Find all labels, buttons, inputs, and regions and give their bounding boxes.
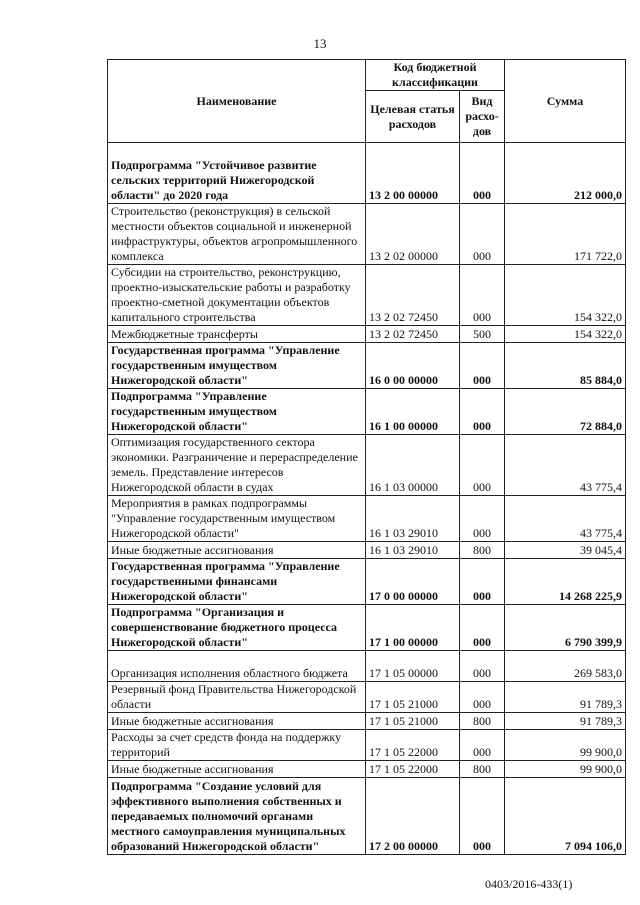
row-expense-type: 000 bbox=[460, 343, 505, 389]
row-sum: 154 322,0 bbox=[505, 326, 626, 343]
row-expense-type: 000 bbox=[460, 682, 505, 713]
table-row bbox=[108, 326, 626, 343]
table-row bbox=[108, 143, 626, 204]
row-expense-type: 000 bbox=[460, 389, 505, 435]
page-number: 13 bbox=[313, 36, 327, 51]
row-name: Подпрограмма "Организация и совершенствование бюджетного процесса Нижегородской области" bbox=[108, 605, 366, 651]
row-sum: 43 775,4 bbox=[505, 496, 626, 542]
row-target-article: 17 1 05 21000 bbox=[366, 713, 460, 730]
row-sum: 39 045,4 bbox=[505, 542, 626, 559]
table-row bbox=[108, 730, 626, 761]
row-target-article: 13 2 02 72450 bbox=[366, 265, 460, 326]
row-target-article: 17 1 05 21000 bbox=[366, 682, 460, 713]
row-name: Расходы за счет средств фонда на поддержку территорий bbox=[108, 730, 366, 761]
row-target-article: 16 1 03 00000 bbox=[366, 435, 460, 496]
row-expense-type: 000 bbox=[460, 435, 505, 496]
row-target-article: 13 2 02 72450 bbox=[366, 326, 460, 343]
row-target-article: 13 2 00 00000 bbox=[366, 143, 460, 204]
row-target-article: 17 1 05 22000 bbox=[366, 761, 460, 778]
row-expense-type: 000 bbox=[460, 605, 505, 651]
table-header bbox=[108, 60, 626, 143]
table-row bbox=[108, 389, 626, 435]
row-name: Мероприятия в рамках подпрограммы "Управление государственным имуществом Нижегородской области" bbox=[108, 496, 366, 542]
row-name: Иные бюджетные ассигнования bbox=[108, 761, 366, 778]
table-row bbox=[108, 651, 626, 682]
row-expense-type: 800 bbox=[460, 542, 505, 559]
row-sum: 85 884,0 bbox=[505, 343, 626, 389]
row-expense-type: 800 bbox=[460, 761, 505, 778]
header-sum: Сумма bbox=[505, 60, 626, 143]
table-row bbox=[108, 559, 626, 605]
row-sum: 99 900,0 bbox=[505, 761, 626, 778]
row-expense-type: 000 bbox=[460, 778, 505, 855]
row-sum: 269 583,0 bbox=[505, 651, 626, 682]
row-target-article: 17 0 00 00000 bbox=[366, 559, 460, 605]
row-name: Подпрограмма "Создание условий для эффективного выполнения собственных и передаваемых полномочий органами местного самоуправления муниципальных образований Нижегородской области" bbox=[108, 778, 366, 855]
row-target-article: 17 1 00 00000 bbox=[366, 605, 460, 651]
table-row bbox=[108, 265, 626, 326]
table-row bbox=[108, 343, 626, 389]
table-row bbox=[108, 778, 626, 855]
row-name: Подпрограмма "Управление государственным имуществом Нижегородской области" bbox=[108, 389, 366, 435]
row-name: Государственная программа "Управление государственным имуществом Нижегородской области" bbox=[108, 343, 366, 389]
table-row bbox=[108, 496, 626, 542]
header-name: Наименование bbox=[108, 60, 366, 143]
header-budget-code: Код бюджетной классификации bbox=[366, 60, 505, 91]
row-sum: 72 884,0 bbox=[505, 389, 626, 435]
row-name: Строительство (реконструкция) в сельской местности объектов социальной и инженерной инфраструктуры, объектов агропромышленного комплекса bbox=[108, 204, 366, 265]
row-target-article: 16 1 03 29010 bbox=[366, 496, 460, 542]
row-expense-type: 000 bbox=[460, 651, 505, 682]
row-sum: 91 789,3 bbox=[505, 713, 626, 730]
table-row bbox=[108, 761, 626, 778]
row-sum: 171 722,0 bbox=[505, 204, 626, 265]
row-name: Иные бюджетные ассигнования bbox=[108, 713, 366, 730]
table-row bbox=[108, 605, 626, 651]
row-name: Оптимизация государственного сектора экономики. Разграничение и перераспределение земель. Представление интересов Нижегородской области в судах bbox=[108, 435, 366, 496]
row-name: Резервный фонд Правительства Нижегородской области bbox=[108, 682, 366, 713]
table-row bbox=[108, 682, 626, 713]
row-sum: 7 094 106,0 bbox=[505, 778, 626, 855]
table-body bbox=[108, 143, 626, 855]
document-code: 0403/2016-433(1) bbox=[485, 877, 573, 891]
row-target-article: 16 1 00 00000 bbox=[366, 389, 460, 435]
row-expense-type: 800 bbox=[460, 713, 505, 730]
row-expense-type: 000 bbox=[460, 204, 505, 265]
header-target-article: Целевая статья расходов bbox=[366, 91, 460, 143]
row-sum: 6 790 399,9 bbox=[505, 605, 626, 651]
row-expense-type: 000 bbox=[460, 265, 505, 326]
row-sum: 43 775,4 bbox=[505, 435, 626, 496]
row-name: Иные бюджетные ассигнования bbox=[108, 542, 366, 559]
row-expense-type: 000 bbox=[460, 559, 505, 605]
row-target-article: 17 1 05 22000 bbox=[366, 730, 460, 761]
row-name: Организация исполнения областного бюджета bbox=[108, 651, 366, 682]
row-target-article: 13 2 02 00000 bbox=[366, 204, 460, 265]
table-row bbox=[108, 435, 626, 496]
row-target-article: 17 1 05 00000 bbox=[366, 651, 460, 682]
row-expense-type: 000 bbox=[460, 496, 505, 542]
table-row bbox=[108, 204, 626, 265]
row-name: Межбюджетные трансферты bbox=[108, 326, 366, 343]
row-sum: 99 900,0 bbox=[505, 730, 626, 761]
row-target-article: 17 2 00 00000 bbox=[366, 778, 460, 855]
row-name: Субсидии на строительство, реконструкцию, проектно-изыскательские работы и разработку проектно-сметной документации объектов капитального строительства bbox=[108, 265, 366, 326]
table-row bbox=[108, 713, 626, 730]
header-expense-type: Вид расхо-дов bbox=[460, 91, 505, 143]
row-name: Государственная программа "Управление государственными финансами Нижегородской области" bbox=[108, 559, 366, 605]
row-expense-type: 500 bbox=[460, 326, 505, 343]
row-sum: 91 789,3 bbox=[505, 682, 626, 713]
row-sum: 154 322,0 bbox=[505, 265, 626, 326]
row-sum: 212 000,0 bbox=[505, 143, 626, 204]
row-sum: 14 268 225,9 bbox=[505, 559, 626, 605]
row-name: Подпрограмма "Устойчивое развитие сельских территорий Нижегородской области" до 2020 года bbox=[108, 143, 366, 204]
table-row bbox=[108, 542, 626, 559]
row-expense-type: 000 bbox=[460, 730, 505, 761]
row-expense-type: 000 bbox=[460, 143, 505, 204]
budget-table bbox=[107, 59, 626, 855]
row-target-article: 16 1 03 29010 bbox=[366, 542, 460, 559]
row-target-article: 16 0 00 00000 bbox=[366, 343, 460, 389]
